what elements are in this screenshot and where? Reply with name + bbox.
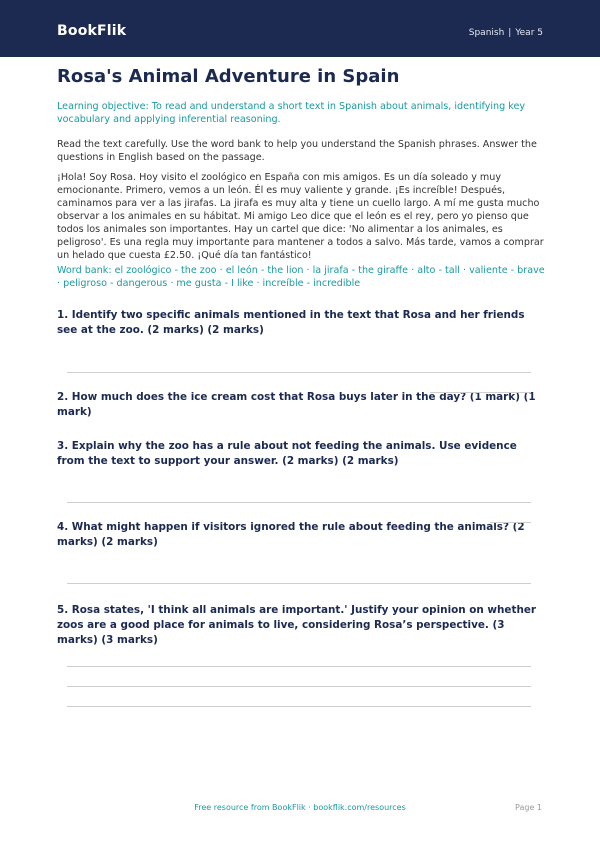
answer-line[interactable] bbox=[67, 583, 531, 584]
answer-line[interactable] bbox=[67, 706, 531, 707]
question-3: 3. Explain why the zoo has a rule about not feeding the animals. Use evidence from the text to support your answer. (2 marks) (2 marks) bbox=[57, 440, 517, 467]
answer-line[interactable] bbox=[490, 522, 531, 523]
subject-year bbox=[469, 28, 543, 38]
word-bank: Word bank: el zoológico - the zoo · el león - the lion · la jirafa - the giraffe · alto - tall · valiente - brave · peligroso - dangerous · me gusta - I like · increíble - incredible bbox=[57, 265, 545, 289]
answer-line[interactable] bbox=[67, 666, 531, 667]
answer-line[interactable] bbox=[67, 372, 531, 373]
footer-link[interactable]: Free resource from BookFlik · bookflik.com/resources bbox=[194, 803, 406, 812]
question-4: 4. What might happen if visitors ignored the rule about feeding the animals? (2 marks) (2 marks) bbox=[57, 521, 525, 548]
brand-logo[interactable]: BookFlik bbox=[57, 23, 127, 39]
answer-line[interactable] bbox=[430, 392, 531, 393]
instructions: Read the text carefully. Use the word bank to help you understand the Spanish phrases. Answer the questions in English based on the passage. bbox=[57, 139, 537, 163]
header-bar bbox=[0, 0, 600, 57]
subject-label: Spanish bbox=[468, 28, 505, 38]
question-5: 5. Rosa states, 'I think all animals are important.' Justify your opinion on whether zoos are a good place for animals to live, considering Rosa’s perspective. (3 marks) (3 marks) bbox=[57, 604, 537, 646]
question-1: 1. Identify two specific animals mentioned in the text that Rosa and her friends see at the zoo. (2 marks) (2 marks) bbox=[57, 309, 525, 336]
separator: | bbox=[508, 28, 512, 38]
page-title: Rosa's Animal Adventure in Spain bbox=[57, 66, 400, 87]
answer-line[interactable] bbox=[67, 686, 531, 687]
page-number: Page 1 bbox=[515, 803, 542, 812]
question-2: 2. How much does the ice cream cost that Rosa buys later in the day? (1 mark) (1 mark) bbox=[57, 391, 536, 418]
answer-line[interactable] bbox=[67, 502, 531, 503]
year-label: Year 5 bbox=[515, 28, 543, 38]
learning-objective: Learning objective: To read and understand a short text in Spanish about animals, identifying key vocabulary and applying inferential reasoning. bbox=[57, 101, 526, 125]
reading-passage: ¡Hola! Soy Rosa. Hoy visito el zoológico en España con mis amigos. Es un día soleado y muy emocionante. Primero, vemos a un león. Él es muy valiente y grande. ¡Es increíble! Después, caminamos para ver a las jirafas. La jirafa es muy alta y tiene un cuello largo. A mí me gusta mucho observar a los animales en su hábitat. Mi amigo Leo dice que el león es el rey, pero yo pienso que todos los animales son importantes. Hay un cartel que dice: 'No alimentar a los animales, es peligroso'. Es una regla muy importante para mantener a todos a salvo. Más tarde, vamos a comprar un helado que cuesta £2.50. ¡Qué día tan fantástico! bbox=[57, 172, 544, 261]
